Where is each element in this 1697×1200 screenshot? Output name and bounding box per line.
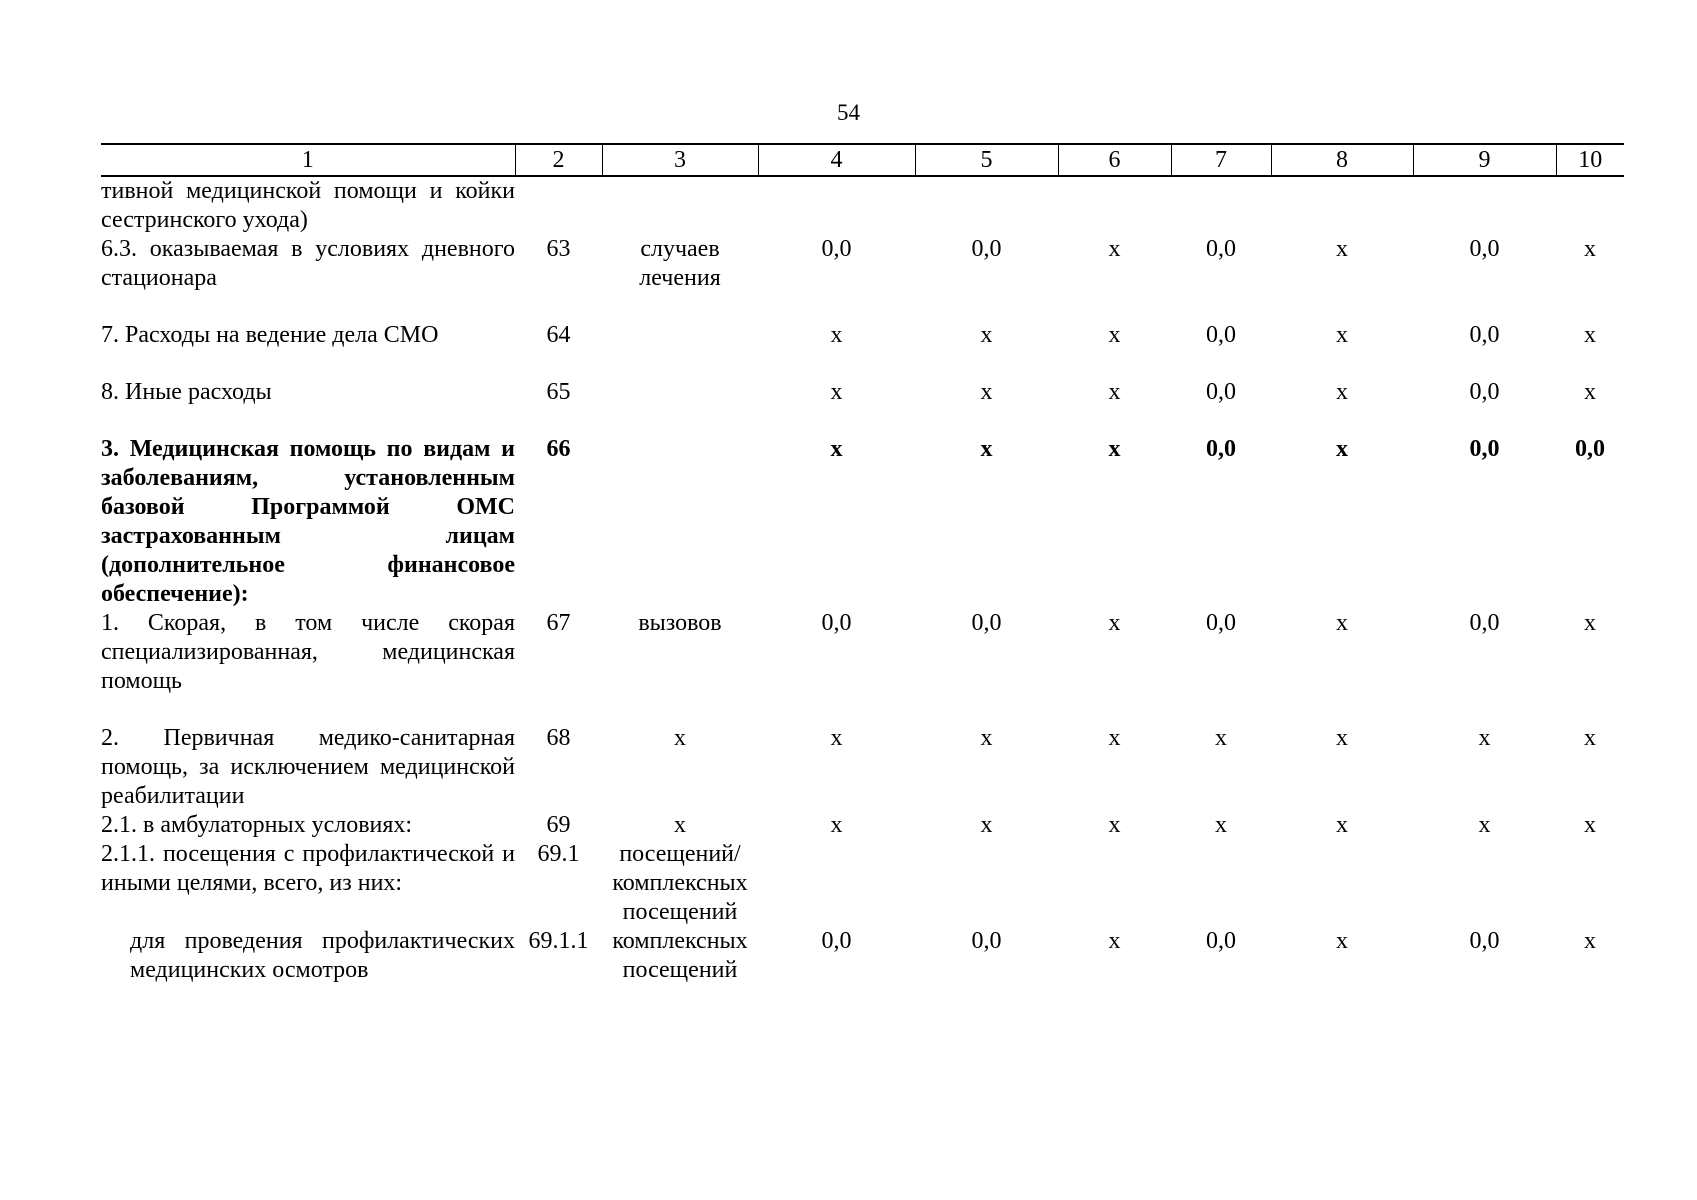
column-header: 5 [915,144,1058,176]
value-cell: х [1336,610,1348,636]
value-cell: 0,0 [1469,928,1500,954]
value-cell: 0,0 [1469,610,1500,636]
unit-cell: посещений/ комплексных посещений [612,841,748,925]
value-cell: 0,0 [1206,610,1236,636]
column-header: 2 [515,144,602,176]
row-label: 2. Первичная медико-санитарная помощь, за исключением медицинской реабилитации [101,725,515,809]
row-code: 69 [546,812,571,838]
value-cell: 0,0 [1469,322,1500,348]
column-header: 3 [602,144,758,176]
value-cell: х [1108,236,1121,262]
value-cell: х [1215,725,1227,751]
financing-table [101,143,1624,985]
value-cell: 0,0 [821,236,852,262]
column-header: 7 [1171,144,1271,176]
value-cell: х [980,322,993,348]
row-label: 6.3. оказываемая в условиях дневного стационара [101,236,515,291]
row-label: 1. Скорая, в том числе скорая специализированная, медицинская помощь [101,610,515,694]
value-cell: х [1584,610,1596,636]
value-cell: х [980,379,993,405]
value-cell [1171,840,1271,927]
value-cell: 0,0 [1469,379,1500,405]
value-cell: х [980,812,993,838]
value-cell: 0,0 [1206,322,1236,348]
value-cell [1556,840,1624,927]
row-code: 64 [546,322,571,348]
table-row [101,811,1624,840]
row-code [515,176,602,235]
value-cell [915,840,1058,927]
row-code: 68 [546,725,571,751]
value-cell: х [1108,322,1121,348]
row-code: 66 [546,436,571,462]
row-label: 2.1.1. посещения с профилактической и иными целями, всего, из них: [101,841,515,896]
table-row [101,927,1624,985]
value-cell: 0,0 [1206,379,1236,405]
value-cell [1271,840,1413,927]
value-cell: х [1108,436,1121,462]
unit-cell [602,378,758,435]
value-cell: х [1336,379,1348,405]
column-header: 8 [1271,144,1413,176]
value-cell: х [1336,812,1348,838]
column-header: 4 [758,144,915,176]
value-cell: х [1108,725,1121,751]
row-label: для проведения профилактических медицинских осмотров [130,928,515,983]
value-cell: х [1215,812,1227,838]
value-cell: 0,0 [1206,928,1236,954]
value-cell: х [1336,436,1348,462]
table-row [101,378,1624,435]
value-cell: 0,0 [821,928,852,954]
row-label: 7. Расходы на ведение дела СМО [101,322,439,348]
unit-cell [602,176,758,235]
page-number: 54 [837,100,860,125]
column-header: 1 [101,144,515,176]
value-cell: х [1108,812,1121,838]
value-cell: х [1478,812,1491,838]
value-cell [1271,176,1413,235]
unit-cell: случаев лечения [639,236,721,291]
table-row [101,609,1624,724]
row-code: 65 [546,379,571,405]
unit-cell [602,321,758,378]
table-row [101,321,1624,378]
value-cell: х [1336,322,1348,348]
value-cell [758,840,915,927]
value-cell: х [1584,928,1596,954]
unit-cell: х [674,812,686,838]
value-cell [1058,840,1171,927]
row-code: 69.1 [537,841,580,867]
value-cell [1413,176,1556,235]
value-cell: х [830,725,843,751]
value-cell: х [1108,610,1121,636]
value-cell: х [1108,928,1121,954]
value-cell: х [980,436,993,462]
value-cell: 0,0 [971,610,1002,636]
table-row [101,724,1624,811]
value-cell: 0,0 [971,236,1002,262]
value-cell: х [980,725,993,751]
value-cell: 0,0 [1206,436,1236,462]
value-cell [1171,176,1271,235]
value-cell: 0,0 [971,928,1002,954]
value-cell [915,176,1058,235]
column-header: 9 [1413,144,1556,176]
value-cell [758,176,915,235]
value-cell: х [1336,236,1348,262]
column-header: 6 [1058,144,1171,176]
value-cell: х [830,436,843,462]
value-cell: х [1478,725,1491,751]
unit-cell: комплексных посещений [612,928,748,983]
unit-cell: вызовов [638,610,722,636]
value-cell: 0,0 [1469,236,1500,262]
row-label: 8. Иные расходы [101,379,272,405]
table-row [101,176,1624,235]
table-row [101,435,1624,609]
value-cell: х [1108,379,1121,405]
row-label: 3. Медицинская помощь по видам и заболеваниям, установленным базовой Программой ОМС застрахованным лицам (дополнительное финансовое обеспечение): [101,436,515,607]
unit-cell [602,435,758,609]
value-cell: 0,0 [1575,436,1605,462]
value-cell: х [1584,322,1596,348]
row-label: тивной медицинской помощи и койки сестринского ухода) [101,178,515,233]
value-cell: х [1584,812,1596,838]
value-cell: 0,0 [1206,236,1236,262]
value-cell: х [1584,379,1596,405]
value-cell: х [830,812,843,838]
value-cell [1556,176,1624,235]
value-cell: х [1336,725,1348,751]
value-cell [1058,176,1171,235]
row-code: 67 [546,610,571,636]
value-cell: х [830,322,843,348]
value-cell: 0,0 [821,610,852,636]
column-header: 10 [1556,144,1624,176]
value-cell: х [1336,928,1348,954]
value-cell [1413,840,1556,927]
row-code: 63 [546,236,571,262]
value-cell: 0,0 [1469,436,1500,462]
table-row [101,840,1624,927]
value-cell: х [1584,236,1596,262]
row-label: 2.1. в амбулаторных условиях: [101,812,413,838]
value-cell: х [830,379,843,405]
value-cell: х [1584,725,1596,751]
column-number-row [101,144,1624,176]
table-row [101,235,1624,321]
unit-cell: х [674,725,686,751]
row-code: 69.1.1 [528,928,589,954]
